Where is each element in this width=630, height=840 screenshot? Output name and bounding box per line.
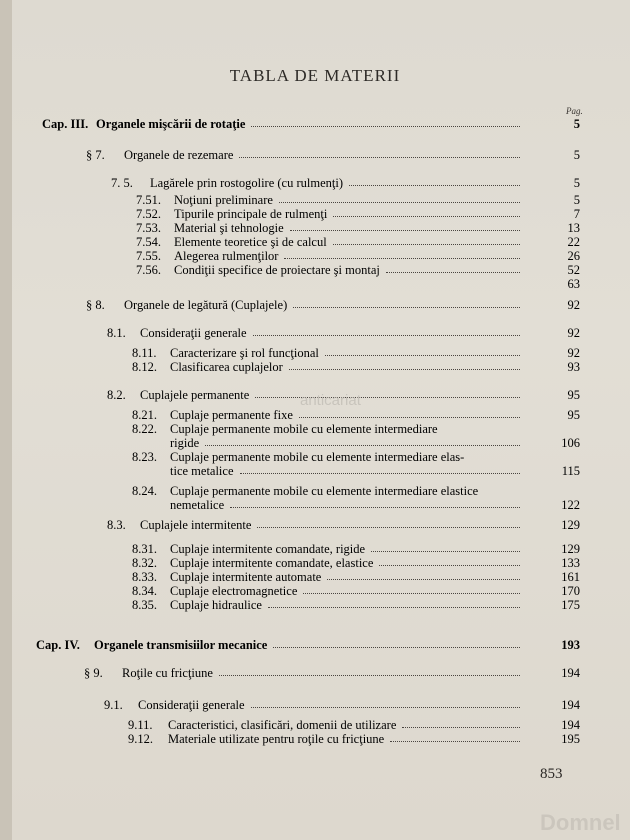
toc-entry-title: Cuplaje permanente mobile cu elemente intermediare (170, 422, 438, 436)
toc-entry-title: Cuplaje intermitente comandate, rigide (170, 542, 366, 556)
toc-entry-title: Cuplaje permanente mobile cu elemente intermediare elastice (170, 484, 479, 498)
toc-entry-title: Consideraţii generale (138, 698, 245, 712)
dot-leader (284, 258, 520, 259)
toc-entry-title: Alegerea rulmenţilor (174, 249, 279, 263)
toc-entry-number: § 8. (86, 298, 105, 312)
toc-entry-page: 92 (567, 298, 580, 312)
toc-entry-page: 5 (573, 117, 580, 131)
toc-entry-title: Caracterizare şi rol funcţional (170, 346, 319, 360)
watermark-text: anticariat (300, 392, 361, 409)
page-number: 853 (540, 766, 563, 782)
dot-leader (279, 202, 520, 203)
watermark-logo: Domnel (540, 810, 621, 835)
dot-leader (303, 593, 520, 594)
toc-entry-page: 26 (567, 249, 580, 263)
toc-entry-page: 115 (561, 464, 580, 478)
page-column-header: Pag. (566, 106, 583, 116)
toc-entry-number: 8.31. (132, 542, 157, 556)
toc-entry-page: 129 (561, 518, 580, 532)
toc-entry-number: 8.23. (132, 450, 157, 464)
toc-entry-page: 193 (561, 638, 580, 652)
toc-entry-page: 5 (573, 176, 580, 190)
dot-leader (379, 565, 520, 566)
toc-entry-title: Cuplaje intermitente comandate, elastice (170, 556, 374, 570)
toc-entry-title: Cuplaje electromagnetice (170, 584, 298, 598)
toc-entry-number: Cap. IV. (36, 638, 80, 652)
toc-entry-number: 9.1. (104, 698, 123, 712)
dot-leader (257, 527, 520, 528)
toc-entry-number: 8.32. (132, 556, 157, 570)
toc-entry-title: Cuplaje permanente fixe (170, 408, 293, 422)
toc-entry-number: 7.52. (136, 207, 161, 221)
toc-entry-number: Cap. III. (42, 117, 89, 131)
toc-entry-title: Consideraţii generale (140, 326, 247, 340)
dot-leader (219, 675, 520, 676)
dot-leader (230, 507, 520, 508)
dot-leader (255, 397, 520, 398)
toc-entry-number: 7.55. (136, 249, 161, 263)
dot-leader (333, 244, 520, 245)
toc-entry-number: 8.22. (132, 422, 157, 436)
toc-entry-title: Cuplaje permanente mobile cu elemente intermediare elas- (170, 450, 465, 464)
toc-entry-number: 8.24. (132, 484, 157, 498)
toc-entry-page: 106 (561, 436, 580, 450)
toc-entry-page: 170 (561, 584, 580, 598)
toc-entry-title: Cuplaje hidraulice (170, 598, 262, 612)
toc-entry-number: 8.35. (132, 598, 157, 612)
dot-leader (253, 335, 520, 336)
toc-entry-page: 194 (561, 718, 580, 732)
dot-leader (299, 417, 520, 418)
toc-entry-title: Lagărele prin rostogolire (cu rulmenţi) (150, 176, 343, 190)
dot-leader (349, 185, 520, 186)
toc-entry-number: 7.53. (136, 221, 161, 235)
toc-entry-number: 8.33. (132, 570, 157, 584)
toc-entry-page: 95 (567, 388, 580, 402)
dot-leader (333, 216, 520, 217)
dot-leader (273, 647, 520, 648)
dot-leader (402, 727, 520, 728)
toc-entry-title: Organele transmisiilor mecanice (94, 638, 268, 652)
toc-entry-number: 8.3. (107, 518, 126, 532)
toc-entry-page: 95 (567, 408, 580, 422)
toc-entry-number: § 9. (84, 666, 103, 680)
toc-entry-page: 22 (567, 235, 580, 249)
dot-leader (325, 355, 520, 356)
toc-entry-number: 8.34. (132, 584, 157, 598)
toc-entry-page: 92 (567, 346, 580, 360)
toc-entry-title: Tipurile principale de rulmenţi (174, 207, 328, 221)
toc-entry-page: 7 (573, 207, 580, 221)
dot-leader (327, 579, 520, 580)
dot-leader (371, 551, 520, 552)
toc-entry-number: 8.1. (107, 326, 126, 340)
page-title: TABLA DE MATERII (229, 66, 401, 85)
toc-entry-number: 8.12. (132, 360, 157, 374)
toc-entry-page: 129 (561, 542, 580, 556)
toc-entry-page: 194 (561, 666, 580, 680)
toc-entry-title: Noţiuni preliminare (174, 193, 273, 207)
toc-entry-title: Cuplaje intermitente automate (170, 570, 322, 584)
dot-leader (386, 272, 520, 273)
toc-entry-number: 8.11. (132, 346, 157, 360)
toc-entry-page: 63 (567, 277, 580, 291)
dot-leader (251, 126, 520, 127)
toc-entry-title: tice metalice (170, 464, 234, 478)
toc-entry-title: Organele de legătură (Cuplajele) (124, 298, 288, 312)
toc-entry-page: 194 (561, 698, 580, 712)
toc-entry-number: 8.21. (132, 408, 157, 422)
toc-entry-page: 133 (561, 556, 580, 570)
dot-leader (268, 607, 520, 608)
toc-entry-number: § 7. (86, 148, 105, 162)
toc-entry-number: 8.2. (107, 388, 126, 402)
toc-entry-page: 161 (561, 570, 580, 584)
toc-entry-title: Condiţii specifice de proiectare şi montaj (174, 263, 380, 277)
toc-entry-page: 13 (567, 221, 580, 235)
dot-leader (239, 157, 520, 158)
dot-leader (293, 307, 520, 308)
toc-entry-page: 52 (567, 263, 580, 277)
dot-leader (251, 707, 520, 708)
toc-entry-title: Organele de rezemare (124, 148, 234, 162)
toc-entry-page: 122 (561, 498, 580, 512)
toc-entry-title: Cuplajele permanente (140, 388, 250, 402)
toc-entry-page: 5 (573, 193, 580, 207)
toc-entry-page: 5 (573, 148, 580, 162)
dot-leader (240, 473, 520, 474)
toc-entry-title: Roţile cu fricţiune (122, 666, 213, 680)
dot-leader (205, 445, 520, 446)
dot-leader (289, 369, 520, 370)
toc-entry-page: 175 (561, 598, 580, 612)
toc-entry-number: 7.54. (136, 235, 161, 249)
toc-entry-title: rigide (170, 436, 200, 450)
toc-entry-number: 9.12. (128, 732, 153, 746)
toc-entry-title: Organele mişcării de rotaţie (96, 117, 246, 131)
toc-entry-number: 7.51. (136, 193, 161, 207)
toc-entry-title: nemetalice (170, 498, 225, 512)
dot-leader (390, 741, 520, 742)
toc-entry-number: 9.11. (128, 718, 153, 732)
toc-entry-title: Caracteristici, clasificări, domenii de utilizare (168, 718, 397, 732)
toc-entry-number: 7. 5. (111, 176, 133, 190)
toc-entry-page: 93 (567, 360, 580, 374)
toc-entry-page: 195 (561, 732, 580, 746)
toc-entry-title: Materiale utilizate pentru roţile cu fricţiune (168, 732, 385, 746)
toc-entry-page: 92 (567, 326, 580, 340)
toc-entry-title: Clasificarea cuplajelor (170, 360, 283, 374)
toc-entry-number: 7.56. (136, 263, 161, 277)
toc-entry-title: Elemente teoretice şi de calcul (174, 235, 327, 249)
toc-entry-title: Material şi tehnologie (174, 221, 284, 235)
toc-entry-title: Cuplajele intermitente (140, 518, 252, 532)
dot-leader (290, 230, 520, 231)
